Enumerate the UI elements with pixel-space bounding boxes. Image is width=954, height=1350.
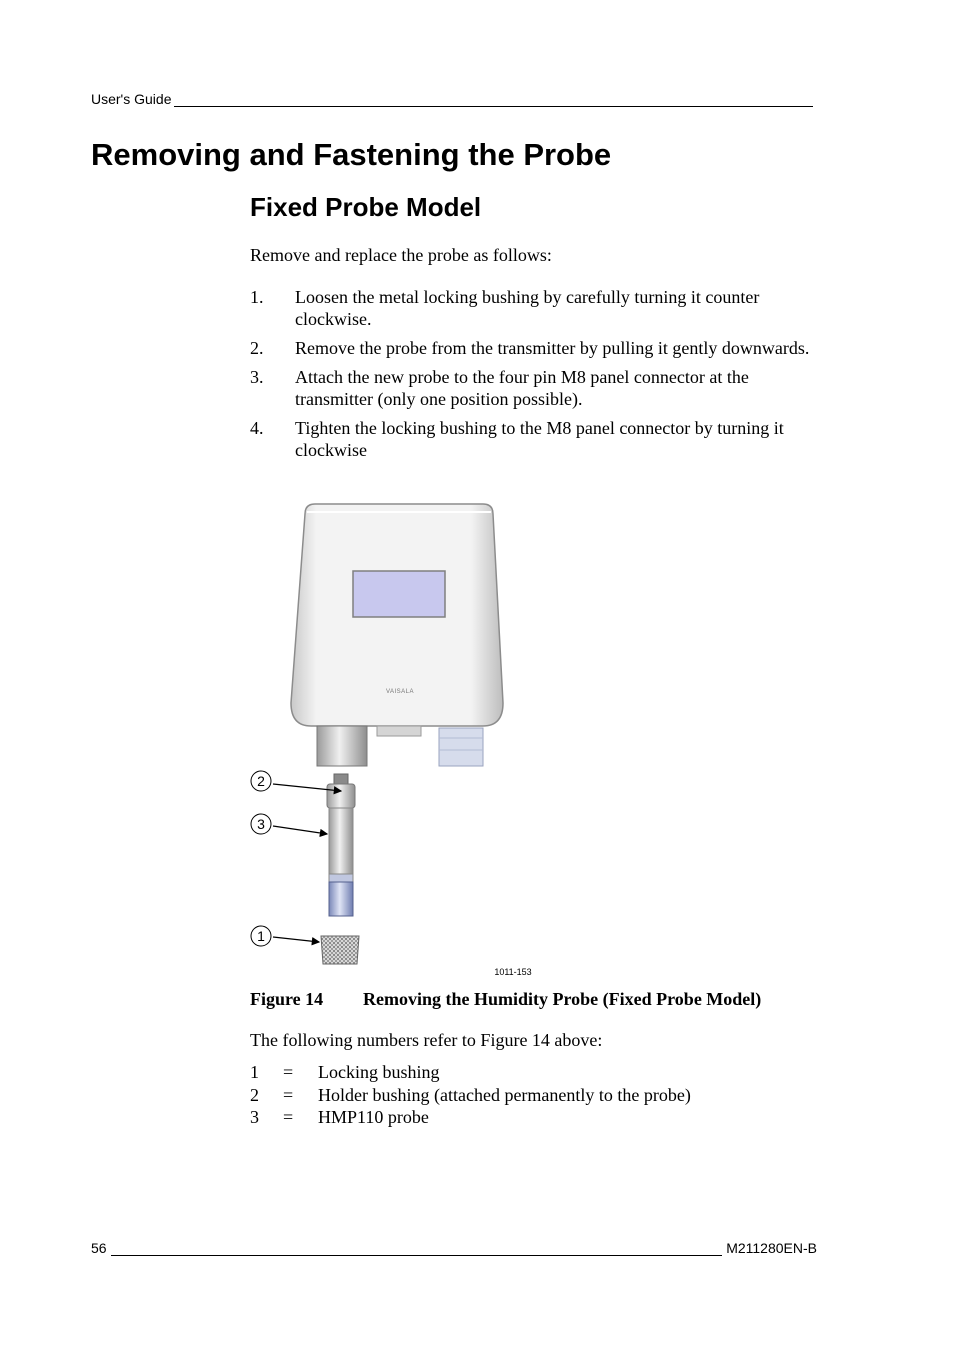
legend-key: 3 xyxy=(250,1107,259,1127)
holder-bushing xyxy=(327,784,355,808)
legend-eq: = xyxy=(283,1107,294,1127)
figure-14 xyxy=(245,498,545,980)
step-text: Remove the probe from the transmitter by pulling it gently downwards. xyxy=(295,338,810,358)
refs-intro: The following numbers refer to Figure 14 above: xyxy=(250,1030,603,1050)
probe-filter xyxy=(329,882,353,916)
doc-id: M211280EN-B xyxy=(726,1240,817,1256)
legend-key: 2 xyxy=(250,1084,259,1105)
svg-text:3: 3 xyxy=(257,816,265,832)
legend-text: HMP110 probe xyxy=(318,1107,429,1127)
section-title: Removing and Fastening the Probe xyxy=(91,137,612,172)
step-number: 3. xyxy=(250,367,264,387)
steps-list xyxy=(250,286,810,468)
legend-text: Locking bushing xyxy=(318,1062,440,1082)
step-text: Attach the new probe to the four pin M8 panel connector at the transmitter (only one position possible). xyxy=(295,367,749,409)
svg-text:1: 1 xyxy=(257,928,265,944)
step-text: Tighten the locking bushing to the M8 panel connector by turning it clockwise xyxy=(295,418,784,460)
figure-legend xyxy=(250,1061,691,1129)
left-connector xyxy=(317,726,367,766)
legend-item xyxy=(250,1106,691,1129)
legend-eq: = xyxy=(283,1084,294,1105)
step-number: 4. xyxy=(250,418,264,438)
transmitter-illustration xyxy=(245,498,545,980)
legend-text: Holder bushing (attached permanently to the probe) xyxy=(318,1084,691,1105)
cable-gland xyxy=(439,728,483,766)
display-window xyxy=(353,571,445,617)
subsection-title: Fixed Probe Model xyxy=(250,192,482,222)
callout-3 xyxy=(251,814,327,834)
header-title: User's Guide xyxy=(91,91,172,107)
step-number: 2. xyxy=(250,338,264,358)
callout-1 xyxy=(251,926,319,946)
legend-key: 1 xyxy=(250,1062,259,1082)
step-number: 1. xyxy=(250,287,264,307)
legend-item xyxy=(250,1061,691,1084)
step-text: Loosen the metal locking bushing by carefully turning it counter clockwise. xyxy=(295,287,760,329)
figure-code: 1011-153 xyxy=(494,967,532,977)
figure-caption xyxy=(250,989,761,1010)
running-header xyxy=(91,91,813,107)
step-item xyxy=(250,286,810,330)
caption-text: Removing the Humidity Probe (Fixed Probe Model) xyxy=(363,989,762,1009)
step-item xyxy=(250,417,810,461)
legend-eq: = xyxy=(283,1062,294,1082)
page-number: 56 xyxy=(91,1240,107,1256)
intro-text: Remove and replace the probe as follows: xyxy=(250,245,552,265)
legend-item xyxy=(250,1084,691,1107)
probe-body xyxy=(329,808,353,880)
brand-logo: VAISALA xyxy=(385,689,415,695)
locking-bushing xyxy=(321,936,359,964)
step-item xyxy=(250,366,810,410)
caption-number: Figure 14 xyxy=(250,989,324,1009)
step-item xyxy=(250,337,810,359)
header-rule xyxy=(174,92,813,107)
svg-text:2: 2 xyxy=(257,773,265,789)
footer-rule xyxy=(111,1241,723,1256)
running-footer xyxy=(91,1240,817,1256)
